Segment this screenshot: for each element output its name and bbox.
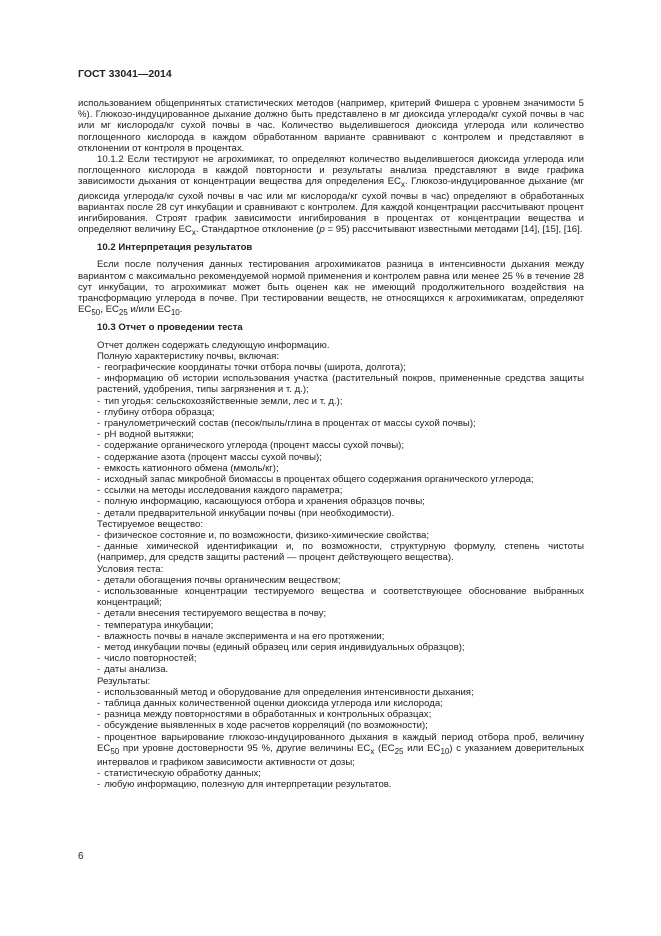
paragraph-statistics: использованием общепринятых статистических методов (например, критерий Фишера с уровнем значимости 5 %). Глюкозо-индуцированное дыхание должно быть представлено в мг диоксида углерода/кг сухой почвы в час или мг кислорода/кг сухой почвы в час. Количество выделившегося диоксида углерода или количество поглощенного кислорода в каждом обработанном варианте сравнивают с контролем и представляют в отклонении от контроля в процентах. [78,98,584,154]
list-item: - любую информацию, полезную для интерпретации результатов. [78,779,584,790]
section-heading-10-3: 10.3 Отчет о проведении теста [97,322,243,334]
list-item: - детали внесения тестируемого вещества в почву; [78,608,584,619]
list-item: - детали обогащения почвы органическим веществом; [78,575,584,586]
page-number: 6 [78,851,84,862]
list-item: - статистическую обработку данных; [78,768,584,779]
list-item: - pH водной вытяжки; [78,429,584,440]
list-item: - информацию об истории использования участка (растительный покров, примененные средства защиты растений, удобрения, типы загрязнения и т. д.); [78,373,584,395]
list-item: - тип угодья: сельскохозяйственные земли, лес и т. д.); [78,396,584,407]
soil-label: Полную характеристику почвы, включая: [97,350,280,362]
list-item: - данные химической идентификации и, по возможности, структурную формулу, степень чистоты (например, для средств защиты растений — процент действующего вещества). [78,541,584,563]
list-item: - разница между повторностями в обработанных и контрольных образцах; [78,709,584,720]
page-header-title: ГОСТ 33041—2014 [78,68,172,80]
test-conditions-label: Условия теста: [97,563,164,575]
section-heading-10-2: 10.2 Интерпретация результатов [97,242,253,254]
results-label: Результаты: [97,675,151,687]
list-item: - содержание азота (процент массы сухой почвы); [78,452,584,463]
list-item: - емкость катионного обмена (ммоль/кг); [78,463,584,474]
list-item: - содержание органического углерода (процент массы сухой почвы); [78,440,584,451]
list-item-variation: - процентное варьирование глюкозо-индуцированного дыхания в каждый период отбора проб, величину $EC_{50}$ при уровне достоверности 95 %, другие величины $EC_x$ ($EC_{25}$ или $EC_{10}$) с указанием доверительных интервалов и графиком зависимости активности от дозы; [78,732,584,769]
list-item: - глубину отбора образца; [78,407,584,418]
list-item: - использованный метод и оборудование для определения интенсивности дыхания; [78,687,584,698]
list-item: - гранулометрический состав (песок/пыль/глина в процентах от массы сухой почвы); [78,418,584,429]
report-intro: Отчет должен содержать следующую информацию. [97,339,330,351]
tested-substance-label: Тестируемое вещество: [97,518,204,530]
list-item: - температура инкубации; [78,620,584,631]
list-item: - исходный запас микробной биомассы в процентах общего содержания органического углерода; [78,474,584,485]
list-item: - детали предварительной инкубации почвы (при необходимости). [78,508,584,519]
list-item: - обсуждение выявленных в ходе расчетов корреляций (по возможности); [78,720,584,731]
document-body [78,98,584,791]
list-item: - метод инкубации почвы (единый образец или серия индивидуальных образцов); [78,642,584,653]
list-item: - использованные концентрации тестируемого вещества и соответствующее обоснование выбранных концентраций; [78,586,584,608]
paragraph-interpretation: Если после получения данных тестирования агрохимикатов разница в интенсивности дыхания между вариантом с максимально рекомендуемой нормой применения и контролем равна или менее 25 % в течение 28 сут инкубации, то агрохимикат может быть оценен как не имеющий продолжительного воздействия на трансформацию углерода в почве. При тестировании веществ, не относящихся к агрохимикатам, определяют $EC_{50}$, $EC_{25}$ и/или $EC_{10}$. [78,259,584,318]
list-item: - даты анализа. [78,664,584,675]
list-item: - число повторностей; [78,653,584,664]
list-item: - таблица данных количественной оценки диоксида углерода или кислорода; [78,698,584,709]
list-item: - ссылки на методы исследования каждого параметра; [78,485,584,496]
paragraph-10-1-2: 10.1.2 Если тестируют не агрохимикат, то определяют количество выделившегося диоксида углерода или поглощенного кислорода в каждой повторности и результаты анализа представляют в виде графика зависимости дыхания от концентрации вещества для определения $EC_x$. Глюкозо-индуцированное дыхание (мг диоксида углерода/кг сухой почвы в час или мг кислорода/кг сухой почвы в час) определяют в обработанных вариантах после 28 сут инкубации и сравнивают с контролем. Для каждой концентрации рассчитывают процент ингибирования. Строят график зависимости ингибирования в процентах от концентрации вещества и определяют величину $EC_x$. Стандартное отклонение (p = 95) рассчитывают известными методами [14], [15], [16]. [78,154,585,238]
list-item: - физическое состояние и, по возможности, физико-химические свойства; [78,530,584,541]
list-item: - полную информацию, касающуюся отбора и хранения образцов почвы; [78,496,584,507]
list-item: - влажность почвы в начале эксперимента и на его протяжении; [78,631,584,642]
list-item: - географические координаты точки отбора почвы (широта, долгота); [78,362,584,373]
